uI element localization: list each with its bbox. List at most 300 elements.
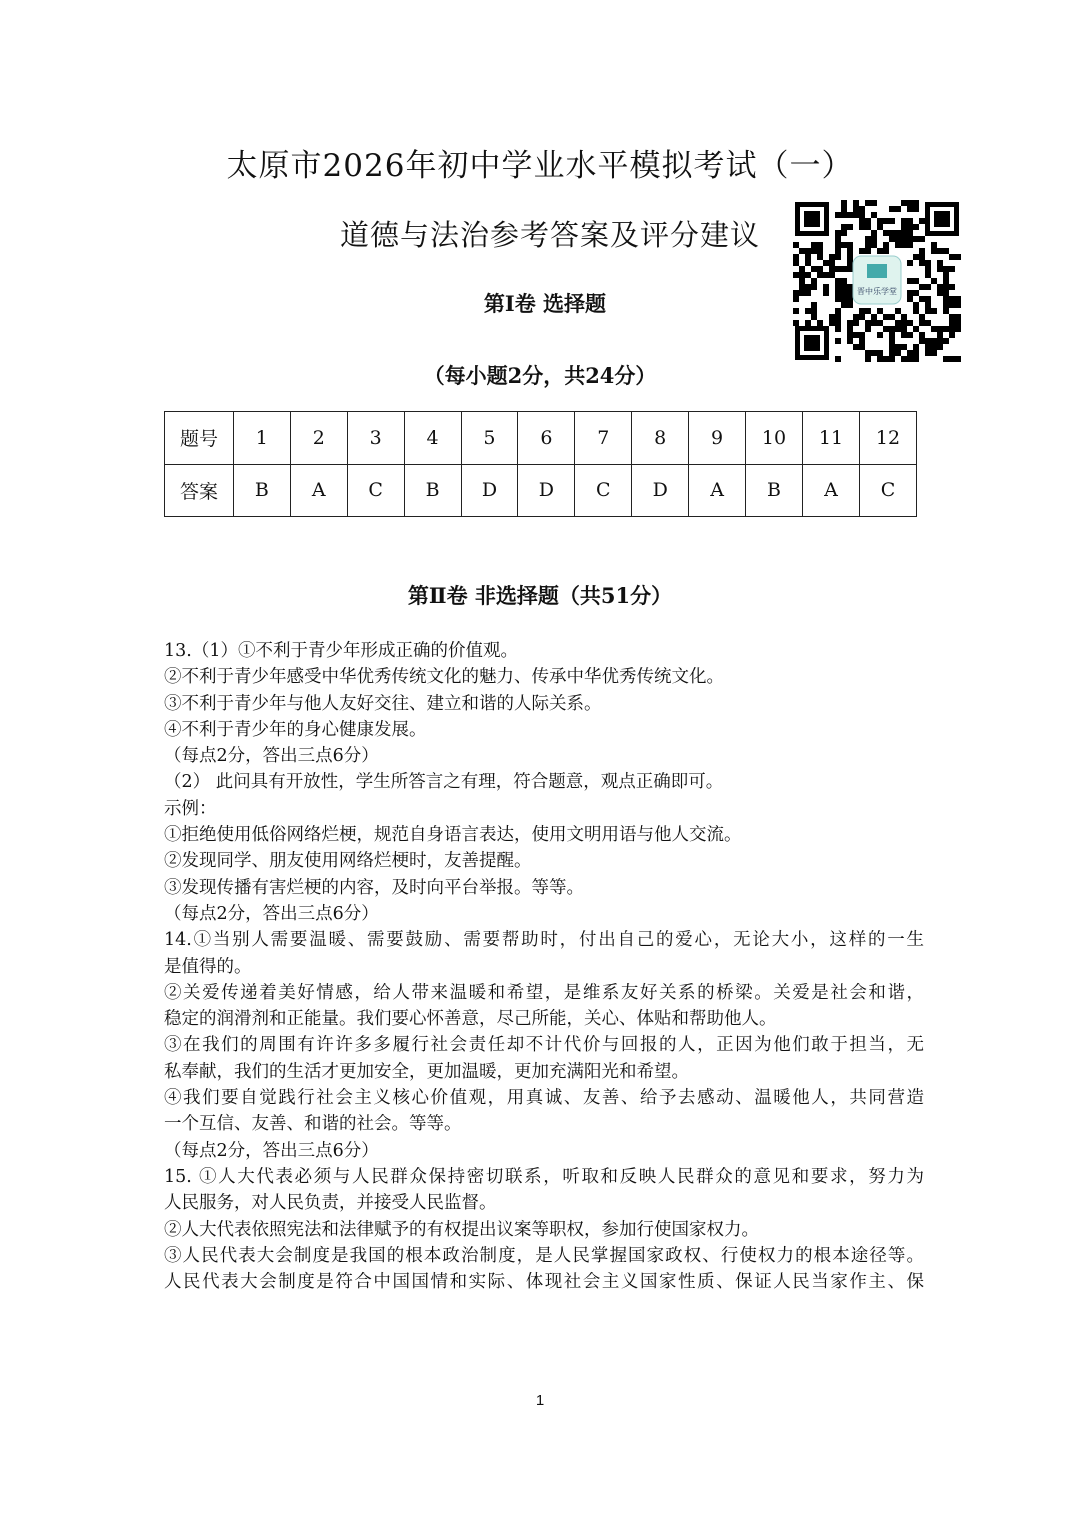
qr-module — [949, 302, 955, 308]
qr-module — [883, 218, 889, 224]
qr-module — [805, 260, 811, 266]
qr-finder-top-right — [925, 202, 959, 236]
answer-line: ③在我们的周围有许许多多履行社会责任却不计代价与回报的人，正因为他们敢于担当，无 — [164, 1035, 924, 1056]
qr-module — [835, 242, 841, 248]
qr-module — [919, 338, 925, 344]
qr-module — [859, 308, 865, 314]
question-number: 9 — [689, 412, 746, 465]
answer-table-number-row — [165, 412, 917, 465]
qr-module — [883, 356, 889, 362]
qr-module — [865, 200, 871, 206]
qr-module — [907, 236, 913, 242]
qr-module — [871, 200, 877, 206]
qr-module — [865, 248, 871, 254]
qr-module — [799, 290, 805, 296]
qr-module — [907, 260, 913, 266]
qr-module — [835, 278, 841, 284]
question-number: 12 — [859, 412, 916, 465]
qr-module — [835, 296, 841, 302]
scoring-note: （每点2分，答出三点6分） — [164, 903, 379, 924]
answer-line: 示例： — [164, 798, 217, 819]
qr-module — [871, 230, 877, 236]
qr-module — [859, 338, 865, 344]
qr-module — [907, 356, 913, 362]
qr-module — [877, 320, 883, 326]
answer-line: ②关爱传递着美好情感，给人带来温暖和希望，是维系友好关系的桥梁。关爱是社会和谐， — [164, 982, 924, 1003]
qr-module — [865, 320, 871, 326]
qr-module — [901, 314, 907, 320]
qr-module — [823, 272, 829, 278]
qr-module — [907, 206, 913, 212]
qr-module — [883, 248, 889, 254]
qr-module — [865, 224, 871, 230]
answer-line: ④我们要自觉践行社会主义核心价值观，用真诚、友善、给予去感动、温暖他人，共同营造 — [164, 1088, 924, 1109]
qr-module — [847, 284, 853, 290]
qr-module — [805, 308, 811, 314]
qr-module — [925, 260, 931, 266]
qr-module — [949, 296, 955, 302]
qr-module — [841, 284, 847, 290]
qr-module — [817, 266, 823, 272]
qr-module — [925, 272, 931, 278]
qr-module — [943, 278, 949, 284]
qr-module — [907, 200, 913, 206]
qr-module — [913, 200, 919, 206]
qr-module — [907, 230, 913, 236]
qr-module — [955, 314, 961, 320]
answer-cell: A — [802, 464, 859, 517]
question-number: 10 — [746, 412, 803, 465]
qr-module — [853, 206, 859, 212]
page-title: 太原市2026年初中学业水平模拟考试（一） — [226, 148, 854, 184]
qr-module — [817, 248, 823, 254]
qr-module — [949, 314, 955, 320]
qr-module — [883, 314, 889, 320]
qr-module — [805, 320, 811, 326]
answer-line: ③发现传播有害烂梗的内容，及时向平台举报。等等。 — [164, 877, 584, 898]
qr-module — [871, 242, 877, 248]
qr-module — [943, 266, 949, 272]
qr-module — [847, 290, 853, 296]
qr-module — [913, 326, 919, 332]
qr-module — [931, 308, 937, 314]
qr-module — [853, 320, 859, 326]
qr-module — [847, 338, 853, 344]
question-number: 4 — [404, 412, 461, 465]
qr-module — [943, 248, 949, 254]
qr-module — [871, 314, 877, 320]
qr-module — [901, 224, 907, 230]
qr-module — [913, 302, 919, 308]
answer-line: ④不利于青少年的身心健康发展。 — [164, 719, 427, 740]
qr-module — [949, 320, 955, 326]
qr-module — [835, 266, 841, 272]
qr-module — [805, 284, 811, 290]
qr-module — [913, 224, 919, 230]
qr-module — [865, 350, 871, 356]
qr-module — [889, 338, 895, 344]
qr-module — [913, 344, 919, 350]
qr-module — [925, 266, 931, 272]
qr-logo-text: 晋中乐学堂 — [857, 287, 897, 296]
qr-module — [943, 290, 949, 296]
qr-module — [955, 326, 961, 332]
answer-table — [164, 411, 917, 517]
qr-module — [913, 290, 919, 296]
qr-module — [919, 236, 925, 242]
qr-module — [883, 230, 889, 236]
answer-line: ③不利于青少年与他人友好交往、建立和谐的人际关系。 — [164, 693, 602, 714]
qr-module — [823, 260, 829, 266]
scoring-note: （每点2分，答出三点6分） — [164, 1140, 379, 1161]
qr-module — [907, 350, 913, 356]
qr-module — [907, 332, 913, 338]
qr-module — [895, 308, 901, 314]
question-number: 1 — [233, 412, 290, 465]
qr-module — [823, 290, 829, 296]
qr-module — [943, 296, 949, 302]
question-number: 8 — [632, 412, 689, 465]
qr-module — [865, 356, 871, 362]
qr-module — [871, 212, 877, 218]
qr-module — [817, 320, 823, 326]
qr-module — [793, 320, 799, 326]
qr-module — [835, 236, 841, 242]
qr-module — [907, 218, 913, 224]
answer-line: 15. ①人大代表必须与人民群众保持密切联系，听取和反映人民群众的意见和要求，努力为 — [164, 1166, 924, 1187]
qr-module — [859, 332, 865, 338]
qr-module — [925, 302, 931, 308]
answer-line: ①拒绝使用低俗网络烂梗，规范自身语言表达，使用文明用语与他人交流。 — [164, 825, 742, 846]
question-number: 3 — [347, 412, 404, 465]
answer-line: ②人大代表依照宪法和法律赋予的有权提出议案等职权，参加行使国家权力。 — [164, 1219, 759, 1240]
qr-module — [901, 332, 907, 338]
qr-module — [937, 344, 943, 350]
page-number: 1 — [535, 1392, 545, 1409]
qr-module — [835, 326, 841, 332]
qr-module — [889, 218, 895, 224]
qr-module — [805, 254, 811, 260]
qr-module — [865, 236, 871, 242]
qr-module — [895, 326, 901, 332]
qr-module — [919, 314, 925, 320]
qr-module — [889, 314, 895, 320]
qr-module — [901, 242, 907, 248]
qr-module — [829, 254, 835, 260]
qr-module — [811, 266, 817, 272]
qr-module — [889, 332, 895, 338]
qr-module — [835, 254, 841, 260]
qr-module — [925, 350, 931, 356]
qr-module — [877, 248, 883, 254]
qr-module — [919, 320, 925, 326]
qr-module — [889, 230, 895, 236]
qr-module — [931, 248, 937, 254]
qr-module — [937, 326, 943, 332]
qr-module — [847, 260, 853, 266]
answer-line: 14.①当别人需要温暖、需要鼓励、需要帮助时，付出自己的爱心，无论大小，这样的一生 — [164, 930, 924, 951]
qr-module — [847, 266, 853, 272]
qr-module — [925, 284, 931, 290]
qr-module — [889, 236, 895, 242]
qr-module — [811, 302, 817, 308]
section1-score-note: （每小题2分，共24分） — [423, 363, 657, 388]
qr-module — [919, 218, 925, 224]
qr-module — [949, 332, 955, 338]
qr-module — [931, 344, 937, 350]
qr-module — [895, 236, 901, 242]
qr-module — [847, 302, 853, 308]
qr-module — [901, 356, 907, 362]
qr-module — [919, 332, 925, 338]
qr-module — [847, 332, 853, 338]
qr-module — [907, 320, 913, 326]
qr-module — [913, 236, 919, 242]
answer-line: 稳定的润滑剂和正能量。我们要心怀善意，尽己所能，关心、体贴和帮助他人。 — [164, 1009, 777, 1030]
answer-line: ②发现同学、朋友使用网络烂梗时，友善提醒。 — [164, 851, 532, 872]
qr-module — [925, 296, 931, 302]
answer-cell: A — [290, 464, 347, 517]
qr-module — [889, 356, 895, 362]
answer-line: 人民代表大会制度是符合中国国情和实际、体现社会主义国家性质、保证人民当家作主、保 — [164, 1272, 924, 1293]
section2-heading: 第Ⅱ卷 非选择题（共51分） — [407, 583, 673, 608]
qr-module — [955, 254, 961, 260]
qr-module — [877, 218, 883, 224]
qr-module — [859, 218, 865, 224]
answer-text-body — [164, 638, 924, 1295]
qr-module — [889, 344, 895, 350]
qr-module — [865, 242, 871, 248]
qr-module — [907, 278, 913, 284]
qr-module — [859, 344, 865, 350]
qr-module — [925, 320, 931, 326]
qr-module — [943, 308, 949, 314]
scoring-note: （每点2分，答出三点6分） — [164, 746, 379, 767]
qr-module — [943, 326, 949, 332]
qr-module — [841, 242, 847, 248]
qr-module — [943, 356, 949, 362]
answer-cell: C — [575, 464, 632, 517]
qr-module — [817, 254, 823, 260]
answer-cell: D — [518, 464, 575, 517]
qr-module — [853, 344, 859, 350]
qr-module — [811, 242, 817, 248]
qr-module — [913, 254, 919, 260]
row-label-number: 题号 — [165, 412, 234, 465]
qr-module — [907, 290, 913, 296]
qr-module — [955, 356, 961, 362]
qr-module — [877, 332, 883, 338]
qr-module — [901, 230, 907, 236]
qr-module — [931, 350, 937, 356]
qr-module — [793, 272, 799, 278]
qr-module — [847, 242, 853, 248]
qr-module — [841, 206, 847, 212]
question-number: 5 — [461, 412, 518, 465]
qr-module — [943, 284, 949, 290]
qr-module — [937, 248, 943, 254]
qr-module — [811, 308, 817, 314]
qr-module — [907, 242, 913, 248]
qr-module — [793, 254, 799, 260]
qr-module — [841, 278, 847, 284]
answer-table-answer-row — [165, 464, 917, 517]
qr-module — [931, 338, 937, 344]
question-number: 2 — [290, 412, 347, 465]
qr-module — [835, 248, 841, 254]
qr-module — [883, 242, 889, 248]
answer-line: 人民服务，对人民负责，并接受人民监督。 — [164, 1193, 497, 1214]
qr-module — [859, 212, 865, 218]
answer-line: 一个互信、友善、和谐的社会。等等。 — [164, 1114, 462, 1135]
qr-module — [931, 326, 937, 332]
qr-module — [841, 290, 847, 296]
qr-module — [937, 266, 943, 272]
qr-module — [937, 260, 943, 266]
qr-module — [793, 308, 799, 314]
qr-module — [799, 248, 805, 254]
qr-module — [847, 320, 853, 326]
qr-module — [943, 302, 949, 308]
qr-module — [895, 344, 901, 350]
qr-module — [799, 278, 805, 284]
qr-module — [901, 218, 907, 224]
qr-module — [931, 242, 937, 248]
qr-module — [949, 284, 955, 290]
qr-module — [829, 320, 835, 326]
answer-line: ③人民代表大会制度是我国的根本政治制度，是人民掌握国家政权、行使权力的根本途径等。 — [164, 1245, 924, 1266]
qr-module — [817, 242, 823, 248]
qr-module — [793, 260, 799, 266]
qr-module — [925, 308, 931, 314]
qr-module — [811, 314, 817, 320]
qr-module — [853, 200, 859, 206]
qr-finder-bottom-left — [795, 326, 829, 360]
page-subtitle: 道德与法治参考答案及评分建议 — [339, 218, 760, 252]
qr-module — [847, 296, 853, 302]
answer-cell: D — [461, 464, 518, 517]
qr-module — [919, 254, 925, 260]
qr-module — [841, 200, 847, 206]
qr-module — [889, 206, 895, 212]
qr-module — [847, 254, 853, 260]
answer-cell: B — [746, 464, 803, 517]
section1-heading: 第Ⅰ卷 选择题 — [483, 291, 607, 316]
answer-cell: A — [689, 464, 746, 517]
qr-module — [919, 296, 925, 302]
qr-module — [841, 266, 847, 272]
answer-cell: B — [404, 464, 461, 517]
qr-module — [829, 266, 835, 272]
qr-module — [853, 332, 859, 338]
qr-module — [835, 230, 841, 236]
row-label-answer: 答案 — [165, 464, 234, 517]
qr-module — [937, 332, 943, 338]
qr-module — [895, 320, 901, 326]
qr-module — [919, 248, 925, 254]
qr-module — [925, 338, 931, 344]
qr-logo-building-icon — [867, 264, 887, 278]
qr-module — [823, 284, 829, 290]
qr-module — [883, 326, 889, 332]
qr-module — [847, 212, 853, 218]
question-number: 11 — [802, 412, 859, 465]
qr-module — [793, 290, 799, 296]
qr-module — [793, 296, 799, 302]
qr-module — [907, 224, 913, 230]
answer-line: 13.（1）①不利于青少年形成正确的价值观。 — [164, 641, 518, 661]
qr-module — [889, 350, 895, 356]
qr-module — [901, 326, 907, 332]
qr-module — [907, 296, 913, 302]
qr-module — [871, 320, 877, 326]
qr-module — [901, 320, 907, 326]
qr-module — [811, 284, 817, 290]
qr-module — [877, 356, 883, 362]
qr-module — [871, 350, 877, 356]
qr-module — [841, 224, 847, 230]
qr-module — [835, 320, 841, 326]
qr-module — [895, 230, 901, 236]
qr-module — [799, 266, 805, 272]
qr-module — [949, 326, 955, 332]
qr-module — [877, 308, 883, 314]
qr-module — [937, 338, 943, 344]
qr-module — [913, 206, 919, 212]
qr-module — [799, 284, 805, 290]
qr-module — [925, 344, 931, 350]
qr-module — [901, 344, 907, 350]
qr-module — [877, 224, 883, 230]
qr-module — [913, 356, 919, 362]
qr-module — [955, 302, 961, 308]
qr-module — [865, 218, 871, 224]
qr-module — [859, 206, 865, 212]
answer-line: ②不利于青少年感受中华优秀传统文化的魅力、传承中华优秀传统文化。 — [164, 667, 724, 688]
qr-module — [841, 296, 847, 302]
qr-module — [841, 302, 847, 308]
qr-module — [913, 278, 919, 284]
qr-module — [895, 350, 901, 356]
qr-logo-icon — [853, 256, 901, 304]
question-number: 7 — [575, 412, 632, 465]
qr-module — [835, 284, 841, 290]
qr-module — [835, 356, 841, 362]
qr-module — [793, 242, 799, 248]
qr-module — [811, 248, 817, 254]
qr-module — [829, 314, 835, 320]
answer-cell: C — [859, 464, 916, 517]
qr-module — [871, 236, 877, 242]
qr-module — [853, 314, 859, 320]
qr-module — [835, 290, 841, 296]
qr-module — [865, 308, 871, 314]
qr-module — [895, 242, 901, 248]
answer-line: 私奉献，我们的生活才更加安全，更加温暖，更加充满阳光和希望。 — [164, 1061, 689, 1082]
qr-module — [937, 284, 943, 290]
answer-cell: C — [347, 464, 404, 517]
qr-module — [829, 272, 835, 278]
qr-module — [901, 200, 907, 206]
qr-module — [805, 248, 811, 254]
qr-module — [919, 284, 925, 290]
qr-module — [847, 326, 853, 332]
qr-module — [889, 326, 895, 332]
qr-module — [811, 278, 817, 284]
answer-cell: B — [233, 464, 290, 517]
question-number: 6 — [518, 412, 575, 465]
qr-module — [841, 230, 847, 236]
